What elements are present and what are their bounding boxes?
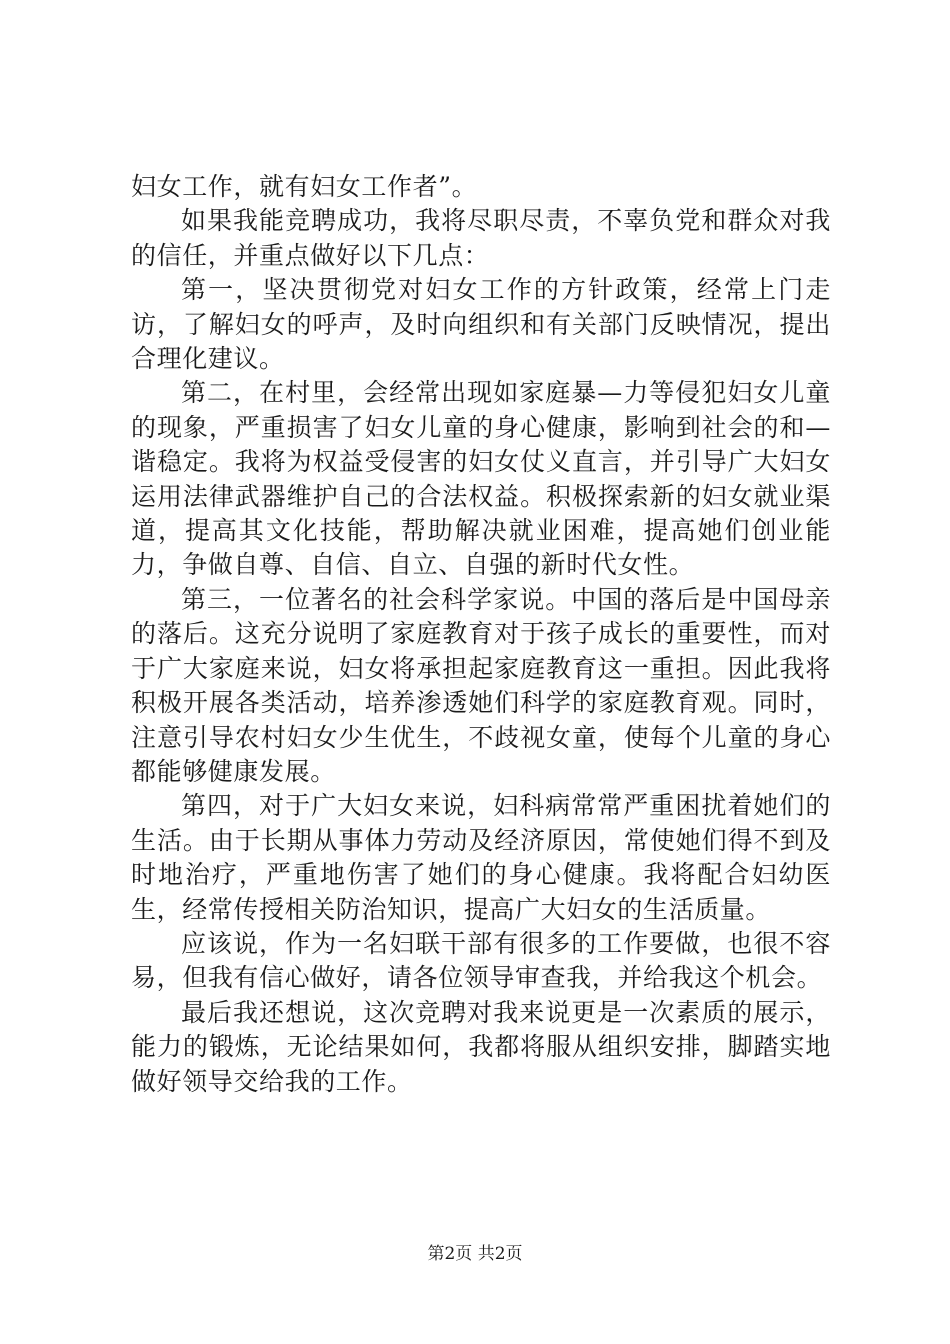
paragraph-commitment: 应该说，作为一名妇联干部有很多的工作要做，也很不容易，但我有信心做好，请各位领导审查我，并给我这个机会。	[131, 928, 831, 993]
page-number-footer: 第2页 共2页	[427, 1244, 523, 1264]
document-body	[131, 170, 831, 1099]
paragraph-point-1: 第一，坚决贯彻党对妇女工作的方针政策，经常上门走访，了解妇女的呼声，及时向组织和有关部门反映情况，提出合理化建议。	[131, 275, 831, 374]
paragraph-point-2: 第二，在村里，会经常出现如家庭暴—力等侵犯妇女儿童的现象，严重损害了妇女儿童的身心健康，影响到社会的和—谐稳定。我将为权益受侵害的妇女仗义直言，并引导广大妇女运用法律武器维护自己的合法权益。积极探索新的妇女就业渠道，提高其文化技能，帮助解决就业困难，提高她们创业能力，争做自尊、自信、自立、自强的新时代女性。	[131, 378, 831, 580]
paragraph-intro: 如果我能竞聘成功，我将尽职尽责，不辜负党和群众对我的信任，并重点做好以下几点：	[131, 206, 831, 270]
paragraph-closing: 最后我还想说，这次竞聘对我来说更是一次素质的展示，能力的锻炼，无论结果如何，我都将服从组织安排，脚踏实地做好领导交给我的工作。	[131, 997, 831, 1096]
paragraph-point-3: 第三，一位著名的社会科学家说。中国的落后是中国母亲的落后。这充分说明了家庭教育对于孩子成长的重要性，而对于广大家庭来说，妇女将承担起家庭教育这一重担。因此我将积极开展各类活动，培养渗透她们科学的家庭教育观。同时，注意引导农村妇女少生优生，不歧视女童，使每个儿童的身心都能够健康发展。	[131, 584, 831, 786]
paragraph-point-4: 第四，对于广大妇女来说，妇科病常常严重困扰着她们的生活。由于长期从事体力劳动及经济原因，常使她们得不到及时地治疗，严重地伤害了她们的身心健康。我将配合妇幼医生，经常传授相关防治知识，提高广大妇女的生活质量。	[131, 791, 831, 924]
paragraph-continuation: 妇女工作，就有妇女工作者”。	[131, 172, 478, 201]
